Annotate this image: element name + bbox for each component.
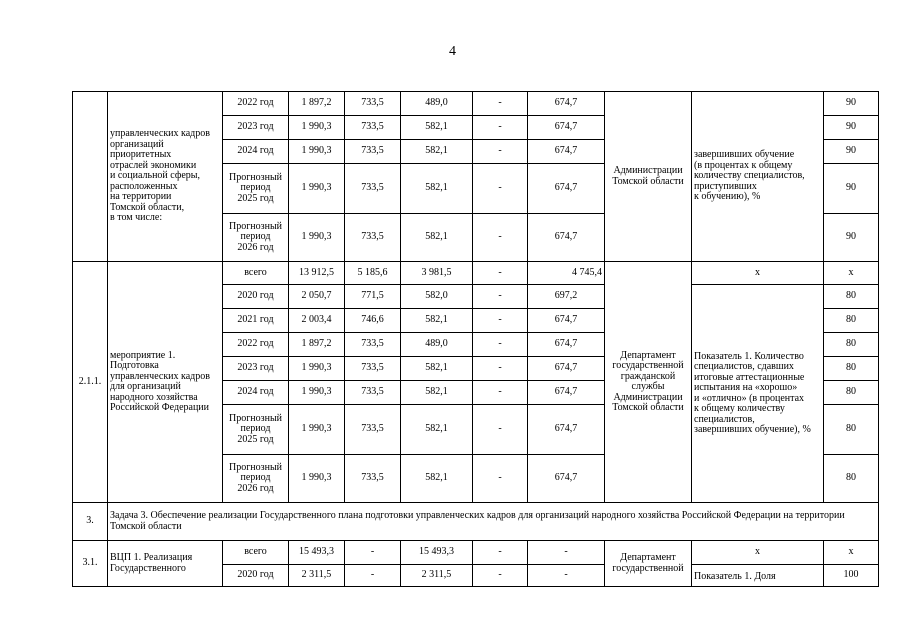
indicator-cell: Показатель 1. Количество специалистов, сдавших итоговые аттестационные испытания на «хорошо» и «отлично» (в процентах к общему количеству специалистов, завершивших обучение), % <box>692 285 824 503</box>
local-budget-cell: - <box>473 309 528 333</box>
local-budget-cell: - <box>473 405 528 455</box>
local-budget-cell: - <box>473 565 528 587</box>
indicator-cell: х <box>692 262 824 285</box>
row-number-cell <box>73 92 108 262</box>
extra-budget-cell: - <box>528 541 605 565</box>
indicator-cell: завершивших обучение (в процентах к общему количеству специалистов, приступивших к обучению), % <box>692 92 824 262</box>
federal-budget-cell: 733,5 <box>345 164 401 214</box>
federal-budget-cell: 746,6 <box>345 309 401 333</box>
indicator-value: 80 <box>824 309 879 333</box>
indicator-value: х <box>824 541 879 565</box>
indicator-value: 80 <box>824 455 879 503</box>
total-cell: 1 990,3 <box>289 214 345 262</box>
executor-cell: Администрации Томской области <box>605 92 692 262</box>
year-cell: 2022 год <box>223 333 289 357</box>
local-budget-cell: - <box>473 357 528 381</box>
year-cell: 2024 год <box>223 381 289 405</box>
extra-budget-cell: 674,7 <box>528 116 605 140</box>
year-cell: 2020 год <box>223 565 289 587</box>
federal-budget-cell: - <box>345 541 401 565</box>
regional-budget-cell: 582,1 <box>401 381 473 405</box>
local-budget-cell: - <box>473 333 528 357</box>
local-budget-cell: - <box>473 92 528 116</box>
year-cell: всего <box>223 262 289 285</box>
executor-cell: Департамент государственной <box>605 541 692 587</box>
indicator-value: 90 <box>824 214 879 262</box>
indicator-value: 80 <box>824 405 879 455</box>
total-cell: 2 050,7 <box>289 285 345 309</box>
activity-name: управленческих кадров организаций приоритетных отраслей экономики и социальной сферы, расположенных на территории Томской области, в том числе: <box>108 92 223 262</box>
regional-budget-cell: 582,1 <box>401 405 473 455</box>
extra-budget-cell: 4 745,4 <box>528 262 605 285</box>
extra-budget-cell: 674,7 <box>528 92 605 116</box>
regional-budget-cell: 489,0 <box>401 333 473 357</box>
regional-budget-cell: 582,0 <box>401 285 473 309</box>
extra-budget-cell: 674,7 <box>528 455 605 503</box>
indicator-value: 90 <box>824 164 879 214</box>
year-cell: 2021 год <box>223 309 289 333</box>
year-cell: 2024 год <box>223 140 289 164</box>
federal-budget-cell: 733,5 <box>345 92 401 116</box>
program-table <box>72 91 879 587</box>
year-cell: 2023 год <box>223 357 289 381</box>
local-budget-cell: - <box>473 140 528 164</box>
indicator-value: 80 <box>824 381 879 405</box>
year-cell: всего <box>223 541 289 565</box>
extra-budget-cell: 674,7 <box>528 357 605 381</box>
indicator-value: 100 <box>824 565 879 587</box>
federal-budget-cell: 733,5 <box>345 381 401 405</box>
regional-budget-cell: 582,1 <box>401 357 473 381</box>
federal-budget-cell: 771,5 <box>345 285 401 309</box>
total-cell: 1 897,2 <box>289 92 345 116</box>
regional-budget-cell: 582,1 <box>401 140 473 164</box>
total-cell: 1 990,3 <box>289 140 345 164</box>
table-row <box>73 541 879 565</box>
federal-budget-cell: 733,5 <box>345 333 401 357</box>
local-budget-cell: - <box>473 285 528 309</box>
federal-budget-cell: 733,5 <box>345 140 401 164</box>
indicator-value: 90 <box>824 116 879 140</box>
regional-budget-cell: 582,1 <box>401 164 473 214</box>
federal-budget-cell: 733,5 <box>345 455 401 503</box>
indicator-cell: х <box>692 541 824 565</box>
year-cell: Прогнозный период 2025 год <box>223 405 289 455</box>
local-budget-cell: - <box>473 381 528 405</box>
total-cell: 1 990,3 <box>289 381 345 405</box>
federal-budget-cell: 733,5 <box>345 405 401 455</box>
total-cell: 1 897,2 <box>289 333 345 357</box>
row-number: 2.1.1. <box>73 262 108 503</box>
extra-budget-cell: 674,7 <box>528 333 605 357</box>
total-cell: 1 990,3 <box>289 116 345 140</box>
federal-budget-cell: 5 185,6 <box>345 262 401 285</box>
extra-budget-cell: 674,7 <box>528 405 605 455</box>
extra-budget-cell: 674,7 <box>528 140 605 164</box>
indicator-value: 80 <box>824 333 879 357</box>
year-cell: 2023 год <box>223 116 289 140</box>
year-cell: 2022 год <box>223 92 289 116</box>
local-budget-cell: - <box>473 116 528 140</box>
total-cell: 1 990,3 <box>289 164 345 214</box>
federal-budget-cell: - <box>345 565 401 587</box>
executor-cell: Департамент государственной гражданской службы Администрации Томской области <box>605 262 692 503</box>
regional-budget-cell: 582,1 <box>401 214 473 262</box>
row-number: 3. <box>73 503 108 541</box>
total-cell: 1 990,3 <box>289 357 345 381</box>
indicator-value: 80 <box>824 357 879 381</box>
regional-budget-cell: 489,0 <box>401 92 473 116</box>
indicator-value: 80 <box>824 285 879 309</box>
indicator-cell: Показатель 1. Доля <box>692 565 824 587</box>
table-row <box>73 92 879 116</box>
local-budget-cell: - <box>473 164 528 214</box>
activity-name: ВЦП 1. Реализация Государственного <box>108 541 223 587</box>
row-number: 3.1. <box>73 541 108 587</box>
indicator-value: х <box>824 262 879 285</box>
local-budget-cell: - <box>473 541 528 565</box>
extra-budget-cell: - <box>528 565 605 587</box>
total-cell: 2 003,4 <box>289 309 345 333</box>
extra-budget-cell: 674,7 <box>528 164 605 214</box>
regional-budget-cell: 15 493,3 <box>401 541 473 565</box>
local-budget-cell: - <box>473 455 528 503</box>
total-cell: 1 990,3 <box>289 455 345 503</box>
year-cell: Прогнозный период 2025 год <box>223 164 289 214</box>
task-heading: Задача 3. Обеспечение реализации Государственного плана подготовки управленческих кадров для организаций народного хозяйства Российской Федерации на территории Томской области <box>108 503 879 541</box>
year-cell: Прогнозный период 2026 год <box>223 214 289 262</box>
extra-budget-cell: 697,2 <box>528 285 605 309</box>
federal-budget-cell: 733,5 <box>345 214 401 262</box>
year-cell: 2020 год <box>223 285 289 309</box>
extra-budget-cell: 674,7 <box>528 214 605 262</box>
federal-budget-cell: 733,5 <box>345 116 401 140</box>
total-cell: 1 990,3 <box>289 405 345 455</box>
regional-budget-cell: 582,1 <box>401 116 473 140</box>
local-budget-cell: - <box>473 262 528 285</box>
page-number: 4 <box>449 44 456 59</box>
year-cell: Прогнозный период 2026 год <box>223 455 289 503</box>
total-cell: 15 493,3 <box>289 541 345 565</box>
table-row <box>73 503 879 541</box>
regional-budget-cell: 2 311,5 <box>401 565 473 587</box>
total-cell: 13 912,5 <box>289 262 345 285</box>
extra-budget-cell: 674,7 <box>528 309 605 333</box>
indicator-value: 90 <box>824 140 879 164</box>
federal-budget-cell: 733,5 <box>345 357 401 381</box>
regional-budget-cell: 582,1 <box>401 455 473 503</box>
regional-budget-cell: 3 981,5 <box>401 262 473 285</box>
regional-budget-cell: 582,1 <box>401 309 473 333</box>
total-cell: 2 311,5 <box>289 565 345 587</box>
local-budget-cell: - <box>473 214 528 262</box>
activity-name: мероприятие 1. Подготовка управленческих кадров для организаций народного хозяйства Российской Федерации <box>108 262 223 503</box>
table-row <box>73 262 879 285</box>
indicator-value: 90 <box>824 92 879 116</box>
extra-budget-cell: 674,7 <box>528 381 605 405</box>
